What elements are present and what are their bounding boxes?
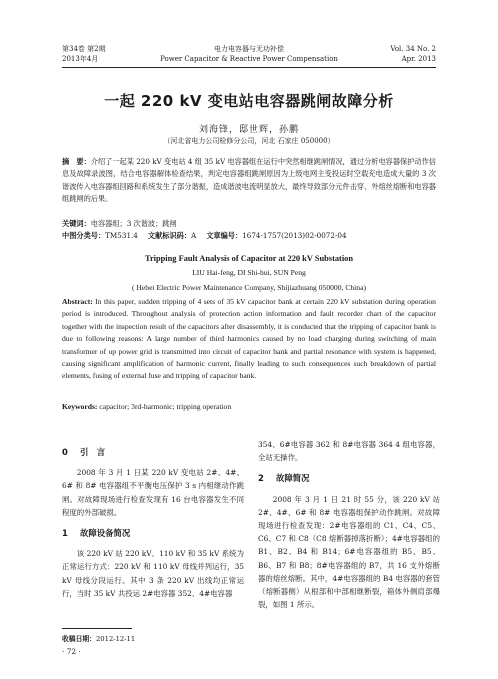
- section-number: 1: [62, 528, 68, 539]
- page-number: · 72 ·: [62, 647, 81, 656]
- keywords-en-label: Keywords:: [62, 402, 98, 411]
- section-heading-intro: [62, 446, 244, 459]
- classification-line: [62, 230, 436, 241]
- date-en: Apr. 2013: [401, 55, 436, 63]
- paragraph-fault: 2008 年 3 月 1 日 21 时 55 分，该 220 kV 站 2#、4#、6# 和 8# 电容器组保护动作跳闸。对故障现场进行检查发现：2#电容器组的 C1、C4、C5、C6、C7 和 C8（C8 熔断器掉落折断）；4#电容器组的 B1、B2、B4 和 B14；6#电容器组的 B5、B5、B6、B7 和 B8；8#电容器组的 B7，共 16 支外熔断器的熔丝熔断。其中，4#电容器组的 B4 电容器的套管（熔断器侧）从根部和中部相继断裂，箱体外侧肩部爆裂，如图 1 所示。: [258, 494, 440, 610]
- footnote-divider: [62, 628, 132, 629]
- affiliation-en: ( Hebei Electric Power Maintenance Company, Shijiazhuang 050000, China): [131, 283, 366, 292]
- authors-en: LIU Hai-feng, DI Shi-hui, SUN Peng: [192, 268, 306, 277]
- doc-code-label: 文献标识码：: [147, 231, 192, 240]
- paragraph-equipment-continued: 354、6#电容器 362 和 8#电容器 364 4 组电容器，全站无操作。: [258, 440, 440, 463]
- keywords-en-text: capacitor; 3rd-harmonic; tripping operation: [99, 402, 232, 411]
- section-title: 故障简况: [276, 473, 310, 484]
- paragraph-intro: 2008 年 3 月 1 日某 220 kV 变电站 2#、4#、6# 和 8# 电容器组不平衡电压保护 3 s 内相继动作跳闸。对故障现场进行检查发现有 16 台电容器发生不同程度的外部破损。: [62, 468, 244, 517]
- clc-label: 中图分类号：: [62, 231, 106, 240]
- paper-title-en: Tripping Fault Analysis of Capacitor at 220 kV Substation: [144, 254, 354, 263]
- header-divider: [62, 67, 436, 68]
- volume-en: Vol. 34 No. 2: [390, 45, 436, 53]
- running-header: [62, 44, 436, 66]
- abstract-en-label: Abstract:: [62, 297, 93, 306]
- paper-title-zh: 一起 220 kV 变电站电容器跳闸故障分析: [104, 92, 394, 110]
- section-title: 故障设备简况: [80, 528, 131, 539]
- body-column-right: [258, 438, 440, 611]
- abstract-en-text: In this paper, sudden tripping of 4 sets of 35 kV capacitor bank at certain 220 kV substation during operation period is introduced. Throughout analysis of protection action information and fault recorder chart of the capacitor together with the inspection result of the capacitors after disassembly, it is conducted that the tripping of capacitor bank is due to following reasons: A large number of third harmonics caused by no load charging during switching of main transformer of up power grid is transmitted into circuit of capacitor bank and partial resonance with system is happened, causing significant amplification of harmonic current, finally leading to such consequences such breakdown of partial elements, fusing of external fuse and tripping of capacitor bank.: [62, 297, 436, 381]
- received-value: 2012-12-11: [95, 635, 136, 643]
- abstract-en: [62, 296, 436, 383]
- keywords-zh: [62, 218, 436, 229]
- received-label: 收稿日期：: [62, 635, 96, 643]
- section-title: 引 言: [80, 447, 106, 457]
- journal-name-zh: 电力电容器与无功补偿: [214, 45, 284, 53]
- date-zh: 2013年4月: [62, 55, 99, 63]
- affiliation-zh: （河北省电力公司检修分公司，河北 石家庄 050000）: [163, 137, 335, 145]
- keywords-zh-text: 电容器组；3 次谐波；跳闸: [90, 219, 177, 228]
- clc-code: TM531.4: [105, 231, 138, 240]
- volume-zh: 第34卷 第2期: [62, 45, 106, 53]
- section-heading-equipment: [62, 527, 244, 540]
- section-number: 2: [258, 473, 264, 484]
- doc-code: A: [191, 231, 197, 240]
- received-date: [62, 633, 135, 643]
- keywords-en: [62, 402, 436, 411]
- abstract-zh-label: 摘 要：: [62, 157, 91, 166]
- authors-zh: 刘海锋，邸世辉，孙鹏: [198, 125, 299, 135]
- body-column-left: [62, 438, 244, 600]
- journal-name-en: Power Capacitor & Reactive Power Compensation: [160, 55, 338, 63]
- keywords-zh-label: 关键词：: [62, 219, 91, 228]
- section-number: 0: [62, 447, 68, 457]
- header-right: [390, 44, 436, 64]
- article-number: 1674-1757(2013)02-0072-04: [242, 231, 347, 240]
- article-number-label: 文章编号：: [206, 231, 243, 240]
- abstract-zh-text: 介绍了一起某 220 kV 变电站 4 组 35 kV 电容器组在运行中突然相继跳闸情况，通过分析电容器保护动作信息及故障录波图，结合电容器解体检查结果，判定电容器组跳闸原因为上级电网主变投运时空载充电造成大量的 3 次谐波传入电容器组回路和系统发生了部分谐振，造成谐波电流明显放大，最终导致部分元件击穿、外熔丝熔断和电容器组跳闸的后果。: [62, 157, 436, 204]
- abstract-zh: [62, 156, 436, 206]
- section-heading-fault: [258, 472, 440, 485]
- header-center: [62, 44, 436, 64]
- paragraph-equipment: 该 220 kV 站 220 kV、110 kV 和 35 kV 系统为正常运行方式：220 kV 和 110 kV 母线并列运行，35 kV 母线分段运行。其中 3 条 220 kV 出线均正常运行，当时 35 kV 共投运 2#电容器 352、4#电容器: [62, 549, 244, 598]
